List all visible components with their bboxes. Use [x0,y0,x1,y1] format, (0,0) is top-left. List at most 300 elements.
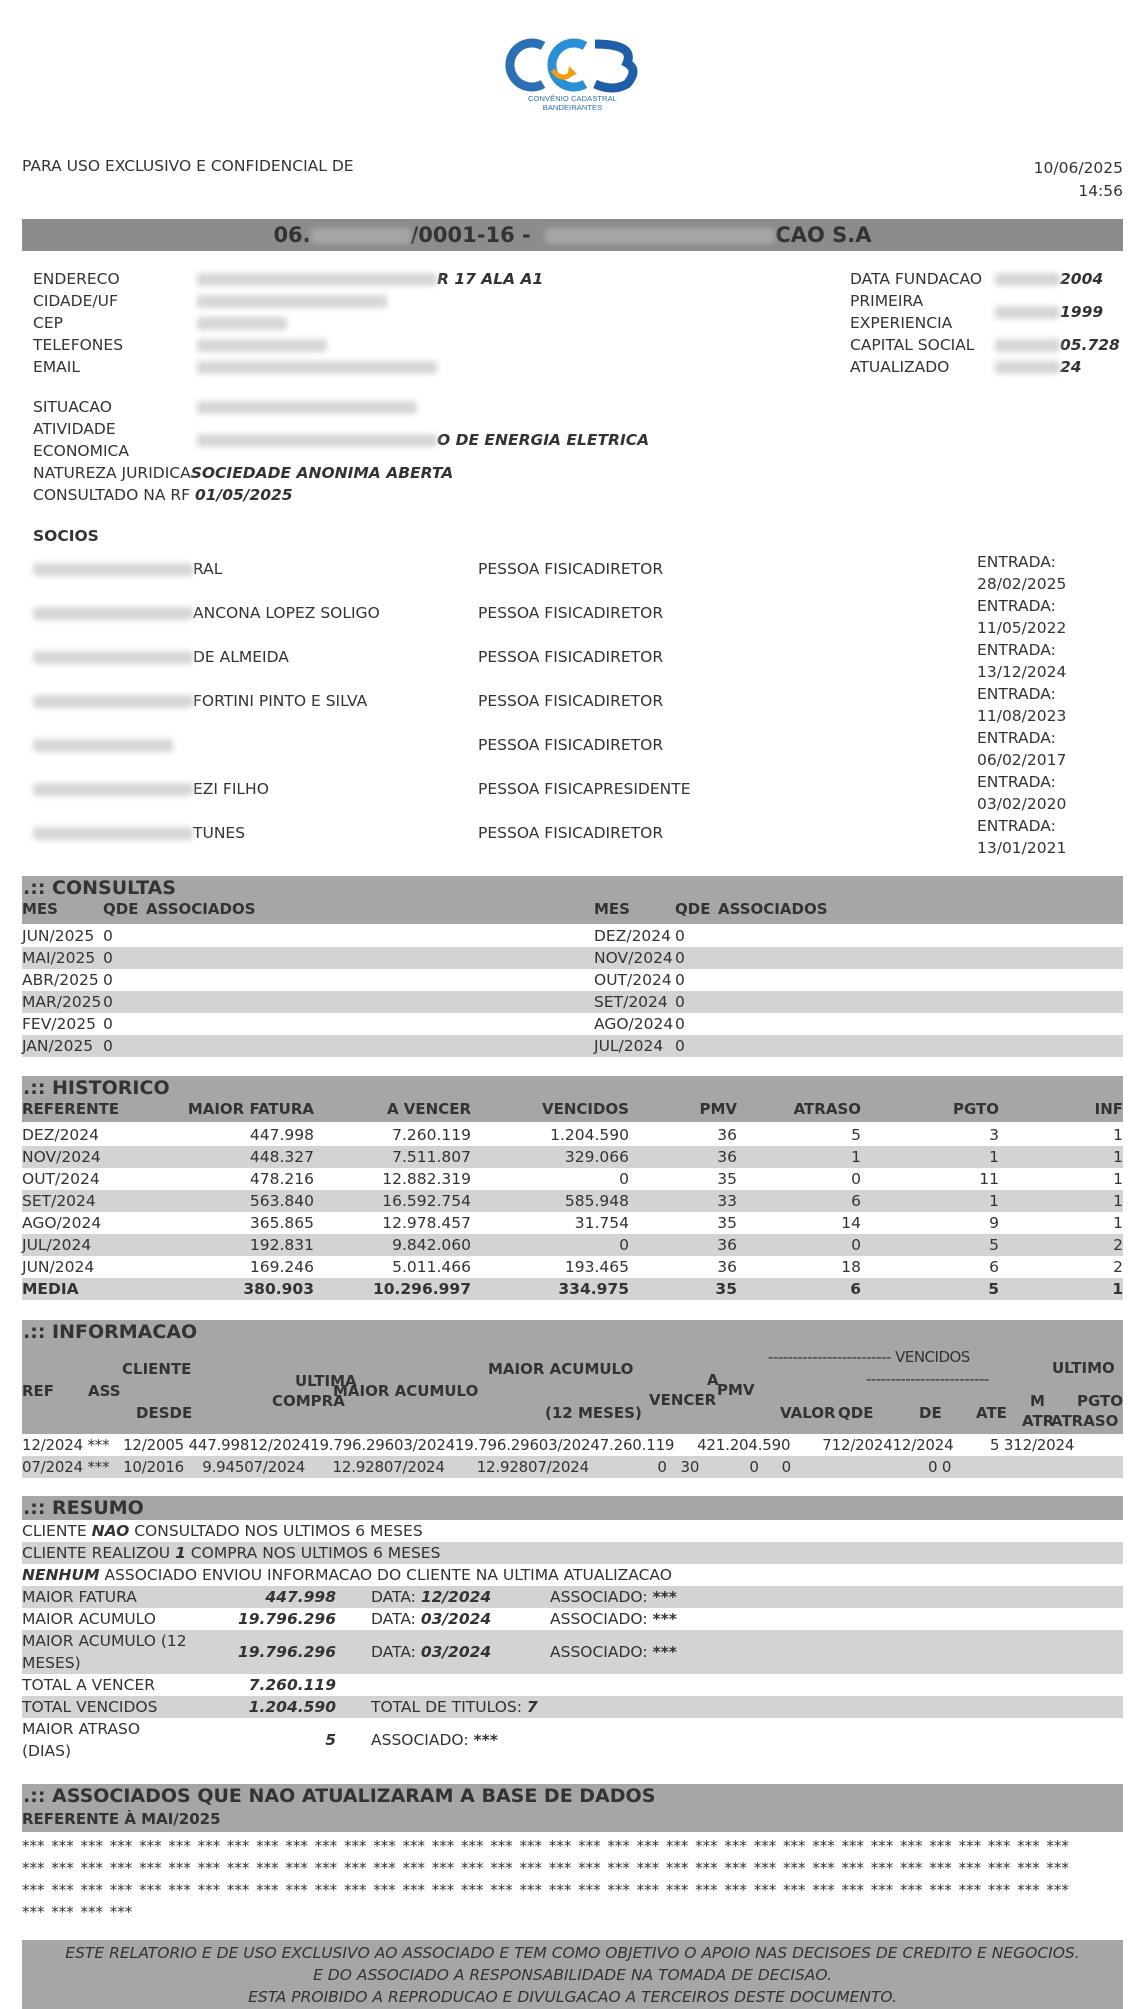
historico-cell: 1 [989,1192,999,1210]
cnpj-suffix: /0001-16 - [410,223,531,247]
historico-cell: MEDIA [22,1280,79,1298]
historico-cell: 36 [717,1236,737,1254]
historico-cell: AGO/2024 [22,1214,102,1232]
endereco-value: R 17 ALA A1 [437,270,544,288]
maior-acumulo-assoc: *** [652,1610,677,1628]
historico-col-2: A VENCER [386,1100,471,1118]
report-time: 14:56 [1078,182,1123,200]
consultas-row [22,1035,1123,1057]
cnpj-prefix: 06. [273,223,311,247]
company-name-suffix: CAO S.A [775,223,872,247]
historico-cell: JUL/2024 [22,1236,92,1254]
associados-line-3: *** *** *** *** *** *** *** *** *** *** *** *** *** *** *** *** *** *** *** *** *** *** *** *** *** *** *** *** *** *** *** *** *** *** *** *** [22,1881,1069,1899]
historico-cell: 365.865 [249,1214,314,1232]
historico-cell: 1 [851,1148,861,1166]
maior-acumulo-value: 19.796.296 [237,1610,336,1628]
historico-cell: 2 [1113,1258,1123,1276]
historico-row [22,1212,1123,1234]
logo-subtitle: CONVÊNIO CADASTRAL BANDEIRANTES [528,94,617,112]
resumo-l1-c: CONSULTADO NOS ULTIMOS 6 MESES [129,1522,423,1540]
footer-disclaimer [22,1940,1123,2009]
historico-cell: 5 [989,1236,999,1254]
maior-acumulo-data-label: DATA: [371,1610,416,1628]
consulta-qde: 0 [103,971,113,989]
historico-cell: 0 [619,1236,629,1254]
confidential-label: PARA USO EXCLUSIVO E CONFIDENCIAL DE [22,157,354,175]
resumo-header [22,1496,1123,1520]
atividade-label-2: ECONOMICA [33,442,129,460]
maior-atraso-assoc-label: ASSOCIADO: [371,1731,469,1749]
consulta-mes-right: SET/2024 [594,993,668,1011]
socio-tipo: PESSOA FISICADIRETOR [478,736,664,754]
maior-atraso-value: 5 [325,1731,336,1749]
consultas-row [22,969,1123,991]
situacao-label: SITUACAO [33,398,112,416]
resumo-l1-a: CLIENTE [22,1522,92,1540]
maior-fatura-label: MAIOR FATURA [22,1588,137,1606]
resumo-title: .:: RESUMO [23,1497,144,1519]
historico-cell: 447.998 [249,1126,314,1144]
resumo-l1-b: NAO [91,1522,130,1540]
historico-cell: 35 [717,1170,737,1188]
historico-cell: DEZ/2024 [22,1126,100,1144]
socio-tipo: PESSOA FISICADIRETOR [478,692,664,710]
historico-cell: 585.948 [564,1192,629,1210]
socio-name: DE ALMEIDA [193,648,289,666]
info-row-2: 07/2024 *** 10/2016 9.94507/2024 12.92807/2024 12.92807/2024 0 30 0 0 0 0 [22,1456,1123,1478]
historico-cell: 334.975 [558,1280,629,1298]
consultas-col-mes-2: MES [594,900,630,918]
historico-col-3: VENCIDOS [541,1100,629,1118]
redacted-fundacao [995,273,1060,285]
maior-acumulo12-label [22,1630,187,1674]
consulta-mes-right: NOV/2024 [594,949,673,967]
consulta-mes-right: OUT/2024 [594,971,672,989]
socio-name: TUNES [193,824,246,842]
fundacao-label: DATA FUNDACAO [850,270,983,288]
info-h-desde: DESDE [136,1404,193,1422]
socio-entrada-date: 06/02/2017 [977,751,1067,769]
info-h-pmv: PMV [717,1381,755,1399]
consultas-col-assoc-2: ASSOCIADOS [718,900,828,918]
historico-cell: 35 [717,1214,737,1232]
socio-entrada-date: 13/12/2024 [977,663,1067,681]
historico-cell: 6 [851,1192,861,1210]
consulta-qde-right: 0 [675,1037,685,1055]
consulta-mes-right: DEZ/2024 [594,927,672,945]
redacted-atualizado [995,361,1060,373]
socio-entrada [977,727,1066,771]
consulta-qde-right: 0 [675,1015,685,1033]
historico-cell: 9 [989,1214,999,1232]
historico-cell: 9.842.060 [392,1236,471,1254]
primeira-label: PRIMEIRA [850,292,924,310]
resumo-l2-a: CLIENTE REALIZOU [22,1544,176,1562]
maior-fatura-data-label: DATA: [371,1588,416,1606]
redacted-socio-name [33,651,193,663]
atualizado-value: 24 [1060,358,1082,376]
historico-col-5: ATRASO [793,1100,861,1118]
consulta-mes: JAN/2025 [22,1037,94,1055]
consulta-qde: 0 [103,927,113,945]
consultas-col-assoc: ASSOCIADOS [146,900,256,918]
socio-entrada [977,771,1066,815]
redacted-company-name [545,228,775,245]
historico-cell: 31.754 [574,1214,629,1232]
cidade-label: CIDADE/UF [33,292,118,310]
historico-cell: 35 [715,1280,737,1298]
historico-cell: 36 [717,1148,737,1166]
total-vencer-label: TOTAL A VENCER [22,1676,156,1694]
historico-cell: 14 [841,1214,861,1232]
consultado-label: CONSULTADO NA RF [33,486,191,504]
maior-fatura-assoc: *** [652,1588,677,1606]
total-vencidos-value: 1.204.590 [248,1698,336,1716]
consulta-mes: MAI/2025 [22,949,96,967]
historico-row [22,1256,1123,1278]
consulta-mes-right: JUL/2024 [594,1037,664,1055]
historico-cell: 5 [851,1126,861,1144]
historico-cell: 1 [1113,1126,1123,1144]
socio-entrada-date: 03/02/2020 [977,795,1067,813]
historico-cell: 1.204.590 [550,1126,629,1144]
redacted-socio-name [33,695,193,707]
historico-cell: 1 [989,1148,999,1166]
socio-entrada-date: 11/05/2022 [977,619,1067,637]
info-h-m-1: M [1030,1392,1045,1410]
info-h-avencer-1: A [707,1371,719,1389]
historico-cell: 1 [1113,1148,1123,1166]
atividade-label-1: ATIVIDADE [33,420,116,438]
historico-cell: SET/2024 [22,1192,96,1210]
historico-cell: 6 [850,1280,861,1298]
resumo-maior-fatura [22,1586,1123,1608]
info-h-de: DE [919,1404,942,1422]
resumo-l3-a: NENHUM [22,1566,100,1584]
historico-row [22,1146,1123,1168]
historico-header [22,1076,1123,1122]
natureza-value: SOCIEDADE ANONIMA ABERTA [190,464,454,482]
maior-acumulo12-assoc-label: ASSOCIADO: [550,1643,648,1661]
consulta-qde: 0 [103,1015,113,1033]
resumo-total-vencidos [22,1696,1123,1718]
consultas-header [22,876,1123,924]
info-h-ate: ATE [976,1404,1007,1422]
info-h-m-2: ATR [1022,1412,1055,1430]
maior-acumulo12-label-1: MAIOR ACUMULO (12 [22,1632,187,1650]
historico-col-1: MAIOR FATURA [187,1100,314,1118]
resumo-maior-acumulo-12 [22,1630,1123,1674]
resumo-l2-b: 1 [175,1544,186,1562]
footer-line-3: ESTA PROIBIDO A REPRODUCAO E DIVULGACAO A TERCEIROS DESTE DOCUMENTO. [248,1988,897,2006]
historico-cell: 5.011.466 [392,1258,471,1276]
historico-cell: 0 [851,1170,861,1188]
consultas-col-qde: QDE [103,900,139,918]
info-h-vencidos [768,1348,970,1366]
socio-entrada-date: 13/01/2021 [977,839,1067,857]
historico-cell: NOV/2024 [22,1148,101,1166]
info-h-avencer-2: VENCER [649,1391,717,1409]
historico-cell: 1 [1113,1170,1123,1188]
historico-cell: 16.592.754 [382,1192,471,1210]
info-h-cliente: CLIENTE [122,1360,192,1378]
associados-list [22,1835,1123,1923]
socio-tipo: PESSOA FISICADIRETOR [478,560,664,578]
natureza-label: NATUREZA JURIDICA [33,464,191,482]
capital-value: 05.728 [1060,336,1120,354]
consulta-qde: 0 [103,993,113,1011]
info-h-vencidos-text: ------------------------- VENCIDOS [768,1348,970,1366]
historico-col-4: PMV [699,1100,737,1118]
socio-entrada-label: ENTRADA: [977,597,1056,615]
socio-tipo: PESSOA FISICADIRETOR [478,648,664,666]
info-h-maior12-1: MAIOR ACUMULO [488,1360,634,1378]
maior-acumulo12-data-label: DATA: [371,1643,416,1661]
resumo-total-vencer [22,1674,1123,1696]
historico-row [22,1190,1123,1212]
info-row-1: 12/2024 *** 12/2005 447.99812/202419.796.29603/202419.796.29603/20247.260.119 421.204.590 712/202412/2024 5 312/2024 [22,1436,1075,1454]
redacted-capital [995,339,1060,351]
historico-cell: 36 [717,1126,737,1144]
maior-atraso-label [22,1718,140,1762]
socio-tipo: PESSOA FISICAPRESIDENTE [478,780,691,798]
redacted-cep [197,317,287,329]
associados-subtitle: REFERENTE À MAI/2025 [22,1810,221,1828]
historico-cell: 563.840 [249,1192,314,1210]
historico-cell: 7.511.807 [392,1148,471,1166]
historico-cell: 3 [989,1126,999,1144]
primeira-value: 1999 [1060,303,1104,321]
experiencia-label: EXPERIENCIA [850,314,953,332]
historico-row [22,1124,1123,1146]
historico-cell: 1 [1113,1214,1123,1232]
historico-cell: 5 [988,1280,999,1298]
historico-cell: 11 [979,1170,999,1188]
socio-entrada [977,551,1066,595]
socio-entrada-label: ENTRADA: [977,553,1056,571]
socio-name: FORTINI PINTO E SILVA [193,692,368,710]
fundacao-value: 2004 [1060,270,1104,288]
total-vencer-value: 7.260.119 [248,1676,336,1694]
historico-cell: 33 [717,1192,737,1210]
historico-cell: 169.246 [249,1258,314,1276]
report-date: 10/06/2025 [1033,159,1123,177]
resumo-line-2 [22,1542,1123,1564]
endereco-value-wrap [197,270,543,288]
info-h-pgto-1: PGTO [1077,1392,1124,1410]
maior-acumulo12-date: 03/2024 [420,1643,492,1661]
redacted-socio-name [33,563,193,575]
redacted-socio-name [33,827,193,839]
total-vencidos-label: TOTAL VENCIDOS [22,1698,158,1716]
historico-title: .:: HISTORICO [23,1077,170,1099]
maior-atraso-label-2: (DIAS) [22,1742,72,1760]
redacted-endereco [197,273,437,285]
consultas-col-qde-2: QDE [675,900,711,918]
historico-cell: 18 [841,1258,861,1276]
consultado-value: 01/05/2025 [194,486,293,504]
redacted-socio-name [33,783,193,795]
company-title-bar [22,219,1123,251]
footer-line-1: ESTE RELATORIO E DE USO EXCLUSIVO AO ASSOCIADO E TEM COMO OBJETIVO O APOIO NAS DECISOES DE CREDITO E NEGOCIOS. [65,1944,1080,1962]
historico-row [22,1168,1123,1190]
resumo-line-1 [22,1520,1123,1542]
maior-acumulo-assoc-label: ASSOCIADO: [550,1610,648,1628]
telefones-label: TELEFONES [33,336,124,354]
redacted-situacao [197,401,417,413]
redacted-telefones [197,339,327,351]
socio-entrada [977,683,1066,727]
redacted-cidade [197,295,387,307]
associados-line-2: *** *** *** *** *** *** *** *** *** *** *** *** *** *** *** *** *** *** *** *** *** *** *** *** *** *** *** *** *** *** *** *** *** *** *** *** [22,1859,1069,1877]
total-titulos-value: 7 [526,1698,538,1716]
maior-acumulo-date: 03/2024 [420,1610,492,1628]
maior-fatura-assoc-label: ASSOCIADO: [550,1588,648,1606]
cep-label: CEP [33,314,63,332]
historico-cell: OUT/2024 [22,1170,100,1188]
historico-media-row [22,1278,1123,1300]
historico-cell: 193.465 [564,1258,629,1276]
footer-line-2: E DO ASSOCIADO A RESPONSABILIDADE NA TOMADA DE DECISAO. [313,1966,832,1984]
consulta-qde-right: 0 [675,927,685,945]
maior-acumulo12-label-2: MESES) [22,1654,81,1672]
consultas-title: .:: CONSULTAS [23,877,176,899]
redacted-email [197,361,437,373]
socio-entrada-label: ENTRADA: [977,729,1056,747]
redacted-socio-name [33,739,173,751]
socio-entrada-label: ENTRADA: [977,817,1056,835]
maior-atraso-label-1: MAIOR ATRASO [22,1720,141,1738]
consulta-qde-right: 0 [675,993,685,1011]
info-h-valor: VALOR [780,1404,836,1422]
historico-cell: 10.296.997 [372,1280,471,1298]
historico-row [22,1234,1123,1256]
historico-cell: 448.327 [249,1148,314,1166]
associados-title: .:: ASSOCIADOS QUE NAO ATUALIZARAM A BASE DE DADOS [23,1785,656,1807]
historico-cell: 1 [1113,1192,1123,1210]
atividade-value: O DE ENERGIA ELETRICA [437,431,650,449]
info-h-dashes: ------------------------- [866,1370,989,1388]
atualizado-label: ATUALIZADO [850,358,950,376]
consulta-mes: MAR/2025 [22,993,102,1011]
info-h-ultima-1: ULTIMA [295,1372,357,1390]
consulta-qde-right: 0 [675,971,685,989]
info-h-maior: MAIOR ACUMULO [333,1382,479,1400]
socio-entrada [977,595,1066,639]
redacted-primeira [995,306,1060,318]
socio-tipo: PESSOA FISICADIRETOR [478,824,664,842]
info-h-ref: REF [22,1382,55,1400]
consultas-row [22,1013,1123,1035]
consulta-qde: 0 [103,1037,113,1055]
historico-cell: 380.903 [243,1280,314,1298]
socios-title: SOCIOS [33,527,99,545]
consulta-qde: 0 [103,949,113,967]
endereco-label: ENDERECO [33,270,120,288]
resumo-maior-acumulo [22,1608,1123,1630]
historico-col-0: REFERENTE [22,1100,120,1118]
historico-cell: 329.066 [564,1148,629,1166]
resumo-l3-b: ASSOCIADO ENVIOU INFORMACAO DO CLIENTE NA ULTIMA ATUALIZACAO [99,1566,672,1584]
resumo-line-3 [22,1564,1123,1586]
info-h-ultima-2: COMPRA [272,1392,345,1410]
maior-acumulo-label: MAIOR ACUMULO [22,1610,156,1628]
socio-name: ANCONA LOPEZ SOLIGO [193,604,380,622]
socio-tipo: PESSOA FISICADIRETOR [478,604,664,622]
socio-entrada-label: ENTRADA: [977,641,1056,659]
report-datetime [1034,157,1123,203]
socio-entrada-label: ENTRADA: [977,773,1056,791]
info-h-qde: QDE [838,1404,874,1422]
maior-fatura-date: 12/2024 [420,1588,492,1606]
consulta-mes-right: AGO/2024 [594,1015,674,1033]
historico-cell: JUN/2024 [22,1258,95,1276]
historico-cell: 0 [619,1170,629,1188]
historico-cell: 0 [851,1236,861,1254]
historico-cell: 7.260.119 [392,1126,471,1144]
maior-acumulo12-value: 19.796.296 [237,1643,336,1661]
consultas-row [22,991,1123,1013]
socio-name: RAL [193,560,223,578]
consultado-row [33,486,293,504]
historico-col-7: INF [1094,1100,1123,1118]
redacted-atividade [197,434,437,446]
ccb-logo [505,36,640,112]
socio-entrada-date: 28/02/2025 [977,575,1067,593]
socio-name: EZI FILHO [193,780,269,798]
resumo-maior-atraso [22,1718,1123,1762]
info-h-maior12-2: (12 MESES) [545,1404,642,1422]
associados-header [22,1784,1123,1832]
redacted-socio-name [33,607,193,619]
consultas-col-mes: MES [22,900,58,918]
consulta-qde-right: 0 [675,949,685,967]
consulta-mes: JUN/2025 [22,927,95,945]
historico-cell: 1 [1112,1280,1123,1298]
info-h-ultimo: ULTIMO [1052,1359,1115,1377]
associados-line-4: *** *** *** *** [22,1903,133,1921]
socio-entrada-date: 11/08/2023 [977,707,1067,725]
info-h-pgto-2: ATRASO [1051,1412,1119,1430]
socio-entrada [977,815,1066,859]
consultas-row [22,947,1123,969]
historico-cell: 12.882.319 [382,1170,471,1188]
email-label: EMAIL [33,358,80,376]
historico-cell: 12.978.457 [382,1214,471,1232]
socio-entrada-label: ENTRADA: [977,685,1056,703]
maior-fatura-value: 447.998 [265,1588,336,1606]
historico-col-6: PGTO [952,1100,999,1118]
info-h-ass: ASS [88,1382,121,1400]
capital-label: CAPITAL SOCIAL [850,336,975,354]
natureza-row [33,464,453,482]
consulta-mes: ABR/2025 [22,971,99,989]
consultas-row [22,925,1123,947]
informacao-header [22,1320,1123,1434]
redacted-cnpj [311,228,411,245]
informacao-title: .:: INFORMACAO [23,1321,198,1343]
consulta-mes: FEV/2025 [22,1015,96,1033]
historico-cell: 192.831 [249,1236,314,1254]
historico-cell: 36 [717,1258,737,1276]
historico-cell: 478.216 [249,1170,314,1188]
associados-line-1: *** *** *** *** *** *** *** *** *** *** *** *** *** *** *** *** *** *** *** *** *** *** *** *** *** *** *** *** *** *** *** *** *** *** *** *** [22,1837,1069,1855]
total-titulos-label: TOTAL DE TITULOS: [371,1698,522,1716]
maior-atraso-assoc: *** [473,1731,498,1749]
historico-cell: 2 [1113,1236,1123,1254]
socio-entrada [977,639,1066,683]
historico-cell: 6 [989,1258,999,1276]
